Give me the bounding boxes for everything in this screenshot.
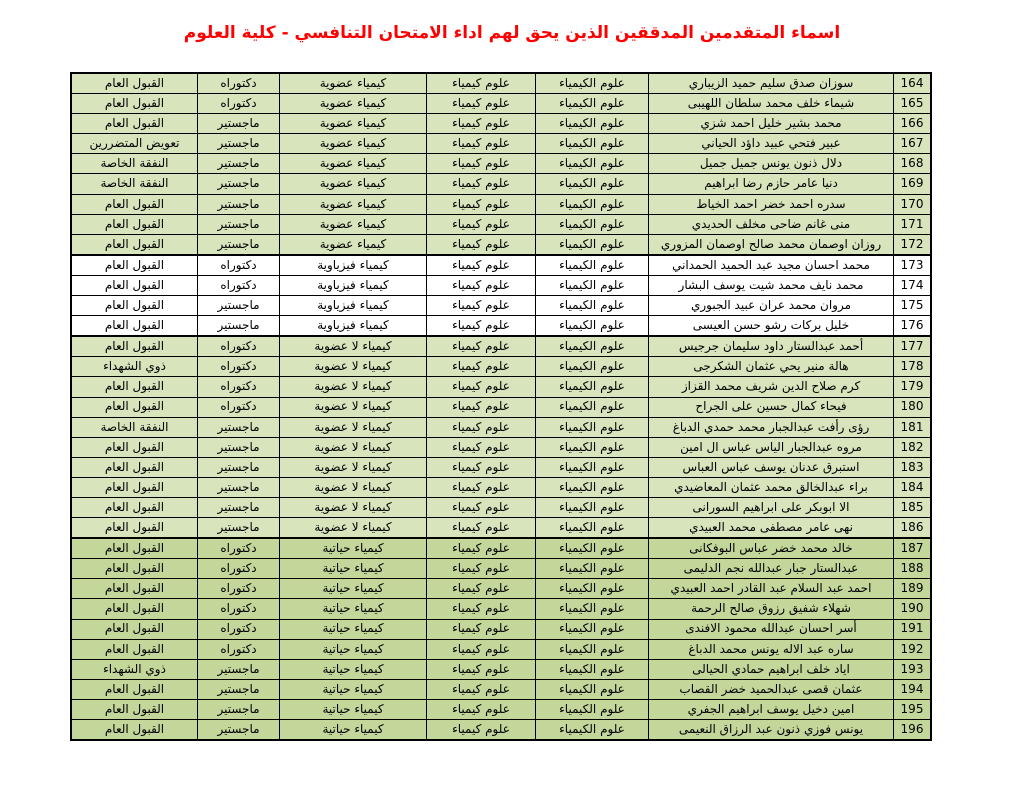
cell-degree: ماجستير <box>198 497 280 517</box>
table-row <box>71 174 931 194</box>
cell-admission: النفقة الخاصة <box>71 417 198 437</box>
cell-program: علوم كيمياء <box>427 559 536 579</box>
cell-admission: القبول العام <box>71 518 198 539</box>
cell-admission: القبول العام <box>71 377 198 397</box>
cell-applicant-name: عثمان قصى عبدالحميد خضر القصاب <box>649 679 894 699</box>
cell-degree: دكتوراه <box>198 559 280 579</box>
cell-row-number: 196 <box>894 720 932 741</box>
cell-row-number: 175 <box>894 296 932 316</box>
cell-degree: دكتوراه <box>198 619 280 639</box>
cell-degree: دكتوراه <box>198 397 280 417</box>
cell-field: علوم الكيمياء <box>536 538 649 559</box>
cell-program: علوم كيمياء <box>427 234 536 255</box>
cell-degree: دكتوراه <box>198 377 280 397</box>
cell-field: علوم الكيمياء <box>536 194 649 214</box>
cell-admission: ذوي الشهداء <box>71 659 198 679</box>
cell-admission: القبول العام <box>71 275 198 295</box>
cell-specialty: كيمياء فيزياوية <box>280 255 427 276</box>
cell-field: علوم الكيمياء <box>536 357 649 377</box>
cell-specialty: كيمياء فيزياوية <box>280 296 427 316</box>
cell-row-number: 176 <box>894 316 932 337</box>
table-row <box>71 417 931 437</box>
table-row <box>71 559 931 579</box>
cell-specialty: كيمياء حياتية <box>280 699 427 719</box>
cell-row-number: 178 <box>894 357 932 377</box>
cell-field: علوم الكيمياء <box>536 559 649 579</box>
cell-applicant-name: براء عبدالخالق محمد عثمان المعاضيدي <box>649 477 894 497</box>
cell-program: علوم كيمياء <box>427 699 536 719</box>
cell-degree: دكتوراه <box>198 275 280 295</box>
cell-specialty: كيمياء لا عضوية <box>280 377 427 397</box>
cell-applicant-name: رؤى رأفت عبدالجبار محمد حمدي الدباغ <box>649 417 894 437</box>
cell-field: علوم الكيمياء <box>536 255 649 276</box>
table-row <box>71 357 931 377</box>
cell-admission: ذوي الشهداء <box>71 357 198 377</box>
cell-admission: القبول العام <box>71 639 198 659</box>
cell-applicant-name: منى غانم ضاحى مخلف الحديدي <box>649 214 894 234</box>
cell-row-number: 164 <box>894 73 932 94</box>
cell-admission: القبول العام <box>71 94 198 114</box>
cell-degree: ماجستير <box>198 316 280 337</box>
cell-specialty: كيمياء فيزياوية <box>280 316 427 337</box>
cell-field: علوم الكيمياء <box>536 518 649 539</box>
cell-degree: دكتوراه <box>198 538 280 559</box>
cell-specialty: كيمياء عضوية <box>280 94 427 114</box>
table-row <box>71 437 931 457</box>
cell-program: علوم كيمياء <box>427 336 536 357</box>
cell-field: علوم الكيمياء <box>536 679 649 699</box>
cell-specialty: كيمياء حياتية <box>280 720 427 741</box>
cell-program: علوم كيمياء <box>427 275 536 295</box>
cell-row-number: 186 <box>894 518 932 539</box>
table-row <box>71 497 931 517</box>
table-row <box>71 275 931 295</box>
cell-program: علوم كيمياء <box>427 437 536 457</box>
cell-row-number: 174 <box>894 275 932 295</box>
cell-row-number: 187 <box>894 538 932 559</box>
cell-row-number: 195 <box>894 699 932 719</box>
cell-applicant-name: محمد احسان مجيد عبد الحميد الحمداني <box>649 255 894 276</box>
cell-row-number: 177 <box>894 336 932 357</box>
cell-field: علوم الكيمياء <box>536 234 649 255</box>
cell-specialty: كيمياء لا عضوية <box>280 518 427 539</box>
cell-row-number: 185 <box>894 497 932 517</box>
cell-specialty: كيمياء عضوية <box>280 194 427 214</box>
cell-applicant-name: محمد بشير خليل احمد شزي <box>649 114 894 134</box>
cell-specialty: كيمياء لا عضوية <box>280 497 427 517</box>
cell-specialty: كيمياء لا عضوية <box>280 357 427 377</box>
table-row <box>71 336 931 357</box>
cell-row-number: 179 <box>894 377 932 397</box>
table-row <box>71 457 931 477</box>
cell-applicant-name: ساره عبد الاله يونس محمد الدباغ <box>649 639 894 659</box>
cell-program: علوم كيمياء <box>427 73 536 94</box>
cell-specialty: كيمياء حياتية <box>280 619 427 639</box>
cell-specialty: كيمياء عضوية <box>280 234 427 255</box>
cell-row-number: 182 <box>894 437 932 457</box>
cell-admission: القبول العام <box>71 619 198 639</box>
cell-admission: القبول العام <box>71 336 198 357</box>
cell-admission: القبول العام <box>71 477 198 497</box>
applicants-table <box>70 72 932 741</box>
cell-program: علوم كيمياء <box>427 518 536 539</box>
table-row <box>71 477 931 497</box>
cell-applicant-name: خالد محمد خضر عباس البوفكانى <box>649 538 894 559</box>
table-row <box>71 73 931 94</box>
cell-applicant-name: شيماء خلف محمد سلطان اللهيبى <box>649 94 894 114</box>
cell-program: علوم كيمياء <box>427 114 536 134</box>
cell-field: علوم الكيمياء <box>536 275 649 295</box>
cell-program: علوم كيمياء <box>427 214 536 234</box>
cell-applicant-name: روزان اوصمان محمد صالح اوصمان المزوري <box>649 234 894 255</box>
cell-specialty: كيمياء عضوية <box>280 73 427 94</box>
cell-program: علوم كيمياء <box>427 720 536 741</box>
table-row <box>71 377 931 397</box>
cell-field: علوم الكيمياء <box>536 417 649 437</box>
cell-row-number: 173 <box>894 255 932 276</box>
table-row <box>71 316 931 337</box>
cell-applicant-name: سدره احمد خضر احمد الخياط <box>649 194 894 214</box>
cell-degree: ماجستير <box>198 114 280 134</box>
cell-row-number: 172 <box>894 234 932 255</box>
cell-field: علوم الكيمياء <box>536 134 649 154</box>
cell-program: علوم كيمياء <box>427 417 536 437</box>
cell-field: علوم الكيمياء <box>536 336 649 357</box>
cell-specialty: كيمياء لا عضوية <box>280 336 427 357</box>
table-row <box>71 234 931 255</box>
cell-program: علوم كيمياء <box>427 477 536 497</box>
cell-field: علوم الكيمياء <box>536 296 649 316</box>
cell-admission: تعويض المتضررين <box>71 134 198 154</box>
cell-applicant-name: شهلاء شفيق رزوق صالح الرحمة <box>649 599 894 619</box>
cell-field: علوم الكيمياء <box>536 174 649 194</box>
cell-specialty: كيمياء لا عضوية <box>280 397 427 417</box>
cell-degree: دكتوراه <box>198 255 280 276</box>
table-row <box>71 599 931 619</box>
cell-field: علوم الكيمياء <box>536 214 649 234</box>
cell-degree: ماجستير <box>198 234 280 255</box>
cell-program: علوم كيمياء <box>427 134 536 154</box>
cell-degree: ماجستير <box>198 437 280 457</box>
cell-specialty: كيمياء لا عضوية <box>280 477 427 497</box>
cell-applicant-name: نهى عامر مصطفى محمد العبيدي <box>649 518 894 539</box>
cell-field: علوم الكيمياء <box>536 477 649 497</box>
cell-program: علوم كيمياء <box>427 599 536 619</box>
cell-applicant-name: يونس فوزي ذنون عبد الرزاق النعيمى <box>649 720 894 741</box>
cell-program: علوم كيمياء <box>427 255 536 276</box>
cell-admission: القبول العام <box>71 497 198 517</box>
cell-program: علوم كيمياء <box>427 377 536 397</box>
cell-field: علوم الكيمياء <box>536 154 649 174</box>
cell-degree: ماجستير <box>198 296 280 316</box>
cell-admission: القبول العام <box>71 579 198 599</box>
cell-field: علوم الكيمياء <box>536 437 649 457</box>
cell-specialty: كيمياء عضوية <box>280 174 427 194</box>
cell-applicant-name: الا ابوبكر على ابراهيم السورانى <box>649 497 894 517</box>
cell-applicant-name: هالة منير يحي عثمان الشكرجى <box>649 357 894 377</box>
table-row <box>71 397 931 417</box>
cell-field: علوم الكيمياء <box>536 720 649 741</box>
cell-field: علوم الكيمياء <box>536 497 649 517</box>
cell-degree: دكتوراه <box>198 73 280 94</box>
cell-applicant-name: اياد خلف ابراهيم حمادي الحيالى <box>649 659 894 679</box>
cell-applicant-name: سوزان صدق سليم حميد الزيباري <box>649 73 894 94</box>
cell-applicant-name: أسر احسان عبدالله محمود الافندى <box>649 619 894 639</box>
cell-admission: القبول العام <box>71 699 198 719</box>
cell-row-number: 192 <box>894 639 932 659</box>
cell-admission: القبول العام <box>71 679 198 699</box>
page-title: اسماء المتقدمين المدققين الذين يحق لهم اداء الامتحان التنافسي - كلية العلوم <box>183 23 841 43</box>
cell-field: علوم الكيمياء <box>536 94 649 114</box>
cell-program: علوم كيمياء <box>427 357 536 377</box>
cell-admission: القبول العام <box>71 538 198 559</box>
cell-specialty: كيمياء عضوية <box>280 214 427 234</box>
cell-field: علوم الكيمياء <box>536 377 649 397</box>
table-row <box>71 659 931 679</box>
table-row <box>71 579 931 599</box>
table-row <box>71 639 931 659</box>
cell-program: علوم كيمياء <box>427 457 536 477</box>
cell-program: علوم كيمياء <box>427 397 536 417</box>
cell-applicant-name: دنيا عامر حازم رضا ابراهيم <box>649 174 894 194</box>
cell-degree: ماجستير <box>198 518 280 539</box>
cell-specialty: كيمياء حياتية <box>280 599 427 619</box>
cell-applicant-name: امين دخيل يوسف ابراهيم الجفري <box>649 699 894 719</box>
cell-row-number: 188 <box>894 559 932 579</box>
cell-program: علوم كيمياء <box>427 296 536 316</box>
cell-specialty: كيمياء حياتية <box>280 639 427 659</box>
cell-applicant-name: فيحاء كمال حسين على الجراح <box>649 397 894 417</box>
table-row <box>71 679 931 699</box>
cell-specialty: كيمياء فيزياوية <box>280 275 427 295</box>
cell-degree: ماجستير <box>198 417 280 437</box>
cell-admission: القبول العام <box>71 397 198 417</box>
cell-field: علوم الكيمياء <box>536 659 649 679</box>
cell-degree: ماجستير <box>198 154 280 174</box>
cell-row-number: 184 <box>894 477 932 497</box>
table-row <box>71 538 931 559</box>
cell-admission: القبول العام <box>71 559 198 579</box>
cell-applicant-name: عبير فتحي عبيد داؤد الحياني <box>649 134 894 154</box>
cell-field: علوم الكيمياء <box>536 114 649 134</box>
cell-admission: القبول العام <box>71 194 198 214</box>
cell-row-number: 180 <box>894 397 932 417</box>
table-row <box>71 94 931 114</box>
cell-admission: القبول العام <box>71 316 198 337</box>
cell-admission: القبول العام <box>71 234 198 255</box>
cell-specialty: كيمياء حياتية <box>280 538 427 559</box>
table-row <box>71 214 931 234</box>
cell-specialty: كيمياء حياتية <box>280 559 427 579</box>
cell-program: علوم كيمياء <box>427 538 536 559</box>
cell-specialty: كيمياء لا عضوية <box>280 417 427 437</box>
cell-admission: القبول العام <box>71 599 198 619</box>
cell-degree: دكتوراه <box>198 639 280 659</box>
cell-program: علوم كيمياء <box>427 316 536 337</box>
cell-row-number: 166 <box>894 114 932 134</box>
cell-degree: ماجستير <box>198 194 280 214</box>
cell-row-number: 171 <box>894 214 932 234</box>
table-row <box>71 134 931 154</box>
table-row <box>71 518 931 539</box>
cell-field: علوم الكيمياء <box>536 599 649 619</box>
table-row <box>71 296 931 316</box>
cell-program: علوم كيمياء <box>427 659 536 679</box>
cell-degree: دكتوراه <box>198 336 280 357</box>
cell-specialty: كيمياء حياتية <box>280 679 427 699</box>
cell-admission: القبول العام <box>71 296 198 316</box>
cell-row-number: 165 <box>894 94 932 114</box>
cell-specialty: كيمياء حياتية <box>280 579 427 599</box>
table-row <box>71 699 931 719</box>
table-row <box>71 114 931 134</box>
cell-field: علوم الكيمياء <box>536 699 649 719</box>
cell-admission: القبول العام <box>71 255 198 276</box>
table-row <box>71 619 931 639</box>
cell-row-number: 169 <box>894 174 932 194</box>
cell-specialty: كيمياء لا عضوية <box>280 437 427 457</box>
cell-applicant-name: أحمد عبدالستار داود سليمان جرجيس <box>649 336 894 357</box>
cell-program: علوم كيمياء <box>427 639 536 659</box>
cell-applicant-name: محمد نايف محمد شيت يوسف البشار <box>649 275 894 295</box>
cell-program: علوم كيمياء <box>427 679 536 699</box>
cell-degree: ماجستير <box>198 134 280 154</box>
table-row <box>71 154 931 174</box>
cell-applicant-name: احمد عبد السلام عبد القادر احمد العبيدي <box>649 579 894 599</box>
cell-row-number: 190 <box>894 599 932 619</box>
cell-specialty: كيمياء عضوية <box>280 114 427 134</box>
cell-applicant-name: خليل بركات رشو حسن العيسى <box>649 316 894 337</box>
cell-program: علوم كيمياء <box>427 154 536 174</box>
cell-degree: ماجستير <box>198 214 280 234</box>
cell-admission: القبول العام <box>71 720 198 741</box>
cell-row-number: 170 <box>894 194 932 214</box>
cell-degree: ماجستير <box>198 659 280 679</box>
cell-program: علوم كيمياء <box>427 94 536 114</box>
cell-applicant-name: مروان محمد عران عبيد الجبوري <box>649 296 894 316</box>
table-row <box>71 720 931 741</box>
cell-admission: النفقة الخاصة <box>71 154 198 174</box>
table-row <box>71 194 931 214</box>
cell-row-number: 189 <box>894 579 932 599</box>
cell-applicant-name: مروه عبدالجبار الياس عباس ال امين <box>649 437 894 457</box>
cell-degree: دكتوراه <box>198 357 280 377</box>
cell-applicant-name: كرم صلاح الدين شريف محمد القزاز <box>649 377 894 397</box>
cell-admission: القبول العام <box>71 457 198 477</box>
cell-degree: ماجستير <box>198 174 280 194</box>
cell-field: علوم الكيمياء <box>536 579 649 599</box>
cell-applicant-name: استبرق عدنان يوسف عباس العباس <box>649 457 894 477</box>
cell-admission: القبول العام <box>71 437 198 457</box>
cell-field: علوم الكيمياء <box>536 457 649 477</box>
cell-degree: دكتوراه <box>198 94 280 114</box>
cell-row-number: 191 <box>894 619 932 639</box>
cell-row-number: 183 <box>894 457 932 477</box>
cell-specialty: كيمياء عضوية <box>280 134 427 154</box>
cell-specialty: كيمياء حياتية <box>280 659 427 679</box>
cell-degree: ماجستير <box>198 720 280 741</box>
cell-specialty: كيمياء عضوية <box>280 154 427 174</box>
cell-row-number: 181 <box>894 417 932 437</box>
cell-program: علوم كيمياء <box>427 174 536 194</box>
cell-admission: القبول العام <box>71 214 198 234</box>
applicants-table-body <box>71 73 931 740</box>
table-row <box>71 255 931 276</box>
cell-admission: النفقة الخاصة <box>71 174 198 194</box>
cell-degree: ماجستير <box>198 679 280 699</box>
cell-row-number: 168 <box>894 154 932 174</box>
cell-program: علوم كيمياء <box>427 497 536 517</box>
cell-degree: ماجستير <box>198 457 280 477</box>
cell-field: علوم الكيمياء <box>536 397 649 417</box>
cell-admission: القبول العام <box>71 73 198 94</box>
cell-row-number: 194 <box>894 679 932 699</box>
cell-degree: ماجستير <box>198 699 280 719</box>
cell-specialty: كيمياء لا عضوية <box>280 457 427 477</box>
cell-admission: القبول العام <box>71 114 198 134</box>
cell-row-number: 167 <box>894 134 932 154</box>
cell-degree: دكتوراه <box>198 599 280 619</box>
document-header <box>92 20 932 46</box>
cell-applicant-name: عبدالستار جبار عبدالله نجم الدليمى <box>649 559 894 579</box>
cell-applicant-name: دلال ذنون يونس جميل جميل <box>649 154 894 174</box>
cell-degree: ماجستير <box>198 477 280 497</box>
cell-field: علوم الكيمياء <box>536 639 649 659</box>
cell-program: علوم كيمياء <box>427 194 536 214</box>
cell-program: علوم كيمياء <box>427 619 536 639</box>
cell-field: علوم الكيمياء <box>536 619 649 639</box>
cell-degree: دكتوراه <box>198 579 280 599</box>
cell-field: علوم الكيمياء <box>536 73 649 94</box>
cell-row-number: 193 <box>894 659 932 679</box>
cell-program: علوم كيمياء <box>427 579 536 599</box>
cell-field: علوم الكيمياء <box>536 316 649 337</box>
